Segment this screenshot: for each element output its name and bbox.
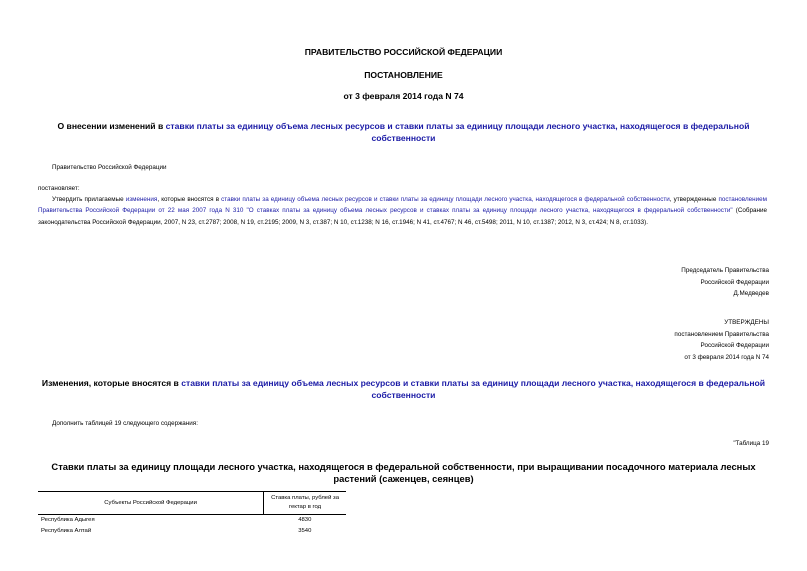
table-row [38,515,346,527]
changes-link[interactable]: изменения [125,196,158,203]
rates-table [38,491,346,537]
document-subject [40,121,767,144]
signature-position-1: Председатель Правительства [681,267,769,274]
region-cell: Республика Адыгея [41,517,95,523]
document-type: ПОСТАНОВЛЕНИЕ [364,70,443,80]
rates-link[interactable]: ставки платы за единицу объема лесных ресурсов и ставки платы за единицу площади лесного участка, находящегося в федеральной собственности [221,196,670,203]
rate-cell: 4830 [298,517,312,523]
p1-text-d: (Собрание законодательства Российской Федерации, 2007, N 23, ст.2787; 2008, N 19, ст.2195; 2009, N 3, ст.387; N 10, ст.1238; N 16, ст.1946; N 41, ст.4767; N 46, ст.5498; 2011, N 10, ст.1387; 2012, N 3, ст.424; N 8, ст.1033). [38,207,767,226]
region-cell: Республика Алтай [41,528,92,534]
changes-heading [40,378,767,401]
resolution-paragraph [38,194,767,228]
rate-cell: 3540 [298,528,312,534]
column-header-rate: Ставка платы, рублей за гектар в год [264,492,346,515]
approved-block [674,317,769,363]
table-title: Ставки платы за единицу площади лесного участка, находящегося в федеральной собственности, при выращивании посадочного материала лесных растений (саженцев, сеянцев) [51,461,756,484]
rates-table-header [38,492,346,515]
p1-text-a: Утвердить прилагаемые [52,196,126,203]
approved-line-2: постановлением Правительства [674,330,769,338]
table-label: "Таблица 19 [733,440,769,447]
government-title: ПРАВИТЕЛЬСТВО РОССИЙСКОЙ ФЕДЕРАЦИИ [304,47,503,57]
column-header-subject: Субъекты Российской Федерации [38,492,264,515]
decides: постановляет: [38,185,80,192]
p1-text-c: , утвержденные [669,196,719,203]
issuer: Правительство Российской Федерации [52,164,167,171]
signature-block [681,265,769,300]
document-date-number: от 3 февраля 2014 года N 74 [343,91,464,101]
table-row [38,526,346,537]
approved-line-1: УТВЕРЖДЕНЫ [724,319,769,326]
approved-line-3: Российской Федерации [700,342,769,349]
subject-link[interactable]: ставки платы за единицу объема лесных ресурсов и ставки платы за единицу площади лесного участка, находящегося в федеральной собственности [165,121,750,143]
p1-text-b: , которые вносятся в [157,196,222,203]
signature-position-2: Российской Федерации [700,278,769,286]
resolution-310-link[interactable]: постановлением Правительства Российской Федерации от 22 мая 2007 года N 310 "О ставках платы за единицу объема лесных ресурсов и ставках платы за единицу площади лесного участка, находящегося в федеральной собственности" [38,196,767,215]
supplement-text: Дополнить таблицей 19 следующего содержания: [52,420,198,427]
approved-line-4: от 3 февраля 2014 года N 74 [684,353,769,361]
changes-prefix: Изменения, которые вносятся в [41,378,182,388]
rates-table-wrapper [38,491,346,537]
signature-name: Д.Медведев [733,290,769,297]
changes-heading-link[interactable]: ставки платы за единицу объема лесных ресурсов и ставки платы за единицу площади лесного участка, находящегося в федеральной собственности [181,378,766,400]
subject-prefix: О внесении изменений в [57,121,166,131]
